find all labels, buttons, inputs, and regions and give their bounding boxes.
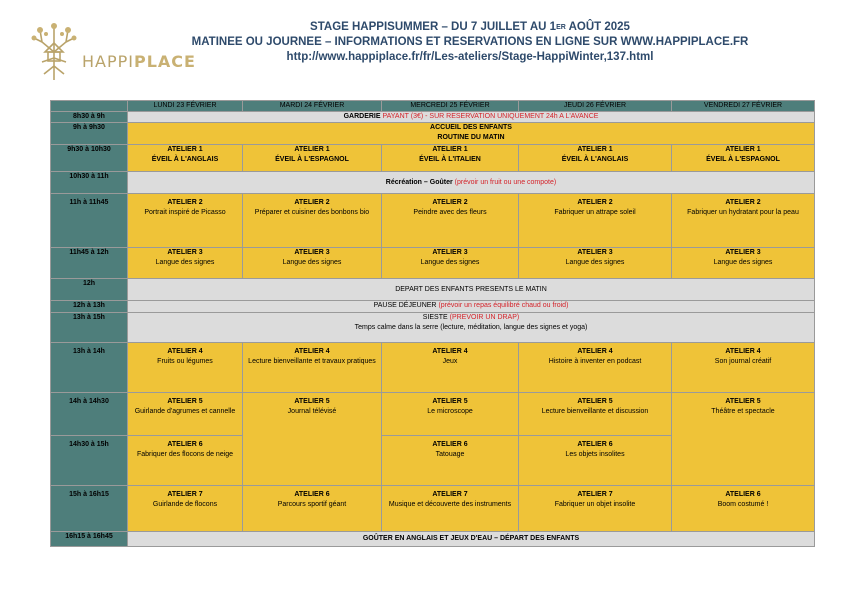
atelier-cell: ATELIER 6 Les objets insolites	[519, 436, 672, 486]
time-cell: 10h30 à 11h	[51, 172, 128, 194]
atelier-cell: ATELIER 5 Le microscope	[382, 393, 519, 436]
atelier-cell: ATELIER 5 Théâtre et spectacle	[672, 393, 815, 486]
schedule-table	[50, 100, 815, 547]
time-cell: 12h à 13h	[51, 301, 128, 313]
atelier-cell: ATELIER 2 Préparer et cuisiner des bonbons bio	[243, 194, 382, 248]
time-cell: 9h30 à 10h30	[51, 145, 128, 172]
tree-house-icon	[30, 22, 78, 82]
sieste-cell: SIESTE (PREVOIR UN DRAP) Temps calme dans la serre (lecture, méditation, langue des signes et yoga)	[128, 313, 815, 343]
day-header: VENDREDI 27 FÉVRIER	[672, 101, 815, 112]
time-cell: 13h à 14h	[51, 343, 128, 393]
time-cell: 9h à 9h30	[51, 123, 128, 145]
time-cell: 14h30 à 15h	[51, 436, 128, 486]
time-cell: 8h30 à 9h	[51, 112, 128, 123]
depart-cell: DEPART DES ENFANTS PRESENTS LE MATIN	[128, 279, 815, 301]
atelier-cell: ATELIER 6 Parcours sportif géant	[243, 486, 382, 532]
time-cell: 12h	[51, 279, 128, 301]
atelier-cell: ATELIER 7 Guirlande de flocons	[128, 486, 243, 532]
time-cell: 14h à 14h30	[51, 393, 128, 436]
accueil-cell: ACCUEIL DES ENFANTS ROUTINE DU MATIN	[128, 123, 815, 145]
garderie-cell: GARDERIE PAYANT (3€) - SUR RESERVATION UNIQUEMENT 24h A L'AVANCE	[128, 112, 815, 123]
time-cell: 13h à 15h	[51, 313, 128, 343]
atelier-cell: ATELIER 2 Portrait inspiré de Picasso	[128, 194, 243, 248]
recreation-cell: Récréation – Goûter (prévoir un fruit ou une compote)	[128, 172, 815, 194]
website-link[interactable]: http://www.happiplace.fr/fr/Les-ateliers/Stage-HappiWinter,137.html	[286, 51, 654, 63]
day-header: LUNDI 23 FÉVRIER	[128, 101, 243, 112]
atelier-cell: ATELIER 4 Son journal créatif	[672, 343, 815, 393]
atelier-cell: ATELIER 1 ÉVEIL À L'ANGLAIS	[519, 145, 672, 172]
atelier-cell: ATELIER 3 Langue des signes	[519, 248, 672, 279]
atelier-cell: ATELIER 1 ÉVEIL À L'ANGLAIS	[128, 145, 243, 172]
atelier-cell: ATELIER 3 Langue des signes	[672, 248, 815, 279]
stage-title: STAGE HAPPISUMMER – DU 7 JUILLET AU 1ER AOÛT 2025	[310, 21, 630, 33]
time-cell: 16h15 à 16h45	[51, 532, 128, 547]
atelier-cell: ATELIER 4 Jeux	[382, 343, 519, 393]
corner-cell	[51, 101, 128, 112]
atelier-cell: ATELIER 4 Fruits ou légumes	[128, 343, 243, 393]
time-cell: 15h à 16h15	[51, 486, 128, 532]
time-cell: 11h45 à 12h	[51, 248, 128, 279]
atelier-cell: ATELIER 6 Fabriquer des flocons de neige	[128, 436, 243, 486]
atelier-cell: ATELIER 6 Boom costumé !	[672, 486, 815, 532]
atelier-cell: ATELIER 2 Fabriquer un attrape soleil	[519, 194, 672, 248]
atelier-cell: ATELIER 4 Lecture bienveillante et travaux pratiques	[243, 343, 382, 393]
day-header: JEUDI 26 FÉVRIER	[519, 101, 672, 112]
atelier-cell: ATELIER 3 Langue des signes	[243, 248, 382, 279]
day-header: MERCREDI 25 FÉVRIER	[382, 101, 519, 112]
atelier-cell: ATELIER 1 ÉVEIL À L'ESPAGNOL	[243, 145, 382, 172]
atelier-cell: ATELIER 6 Tatouage	[382, 436, 519, 486]
atelier-cell: ATELIER 3 Langue des signes	[382, 248, 519, 279]
pause-cell: PAUSE DÉJEUNER (prévoir un repas équilibré chaud ou froid)	[128, 301, 815, 313]
atelier-cell: ATELIER 5 Lecture bienveillante et discussion	[519, 393, 672, 436]
atelier-cell: ATELIER 4 Histoire à inventer en podcast	[519, 343, 672, 393]
atelier-cell: ATELIER 3 Langue des signes	[128, 248, 243, 279]
atelier-cell: ATELIER 7 Fabriquer un objet insolite	[519, 486, 672, 532]
day-header: MARDI 24 FÉVRIER	[243, 101, 382, 112]
atelier-cell: ATELIER 5 Guirlande d'agrumes et cannelle	[128, 393, 243, 436]
atelier-cell: ATELIER 2 Peindre avec des fleurs	[382, 194, 519, 248]
atelier-cell: ATELIER 1 ÉVEIL À L'ITALIEN	[382, 145, 519, 172]
atelier-cell: ATELIER 1 ÉVEIL À L'ESPAGNOL	[672, 145, 815, 172]
atelier-cell: ATELIER 2 Fabriquer un hydratant pour la peau	[672, 194, 815, 248]
time-cell: 11h à 11h45	[51, 194, 128, 248]
atelier-cell: ATELIER 7 Musique et découverte des instruments	[382, 486, 519, 532]
info-line: MATINEE OU JOURNEE – INFORMATIONS ET RESERVATIONS EN LIGNE SUR WWW.HAPPIPLACE.FR	[191, 36, 749, 48]
logo-text: HAPPIPLACE	[82, 52, 196, 71]
final-cell: GOÛTER EN ANGLAIS ET JEUX D'EAU – DÉPART DES ENFANTS	[128, 532, 815, 547]
atelier-cell: ATELIER 5 Journal télévisé	[243, 393, 382, 486]
